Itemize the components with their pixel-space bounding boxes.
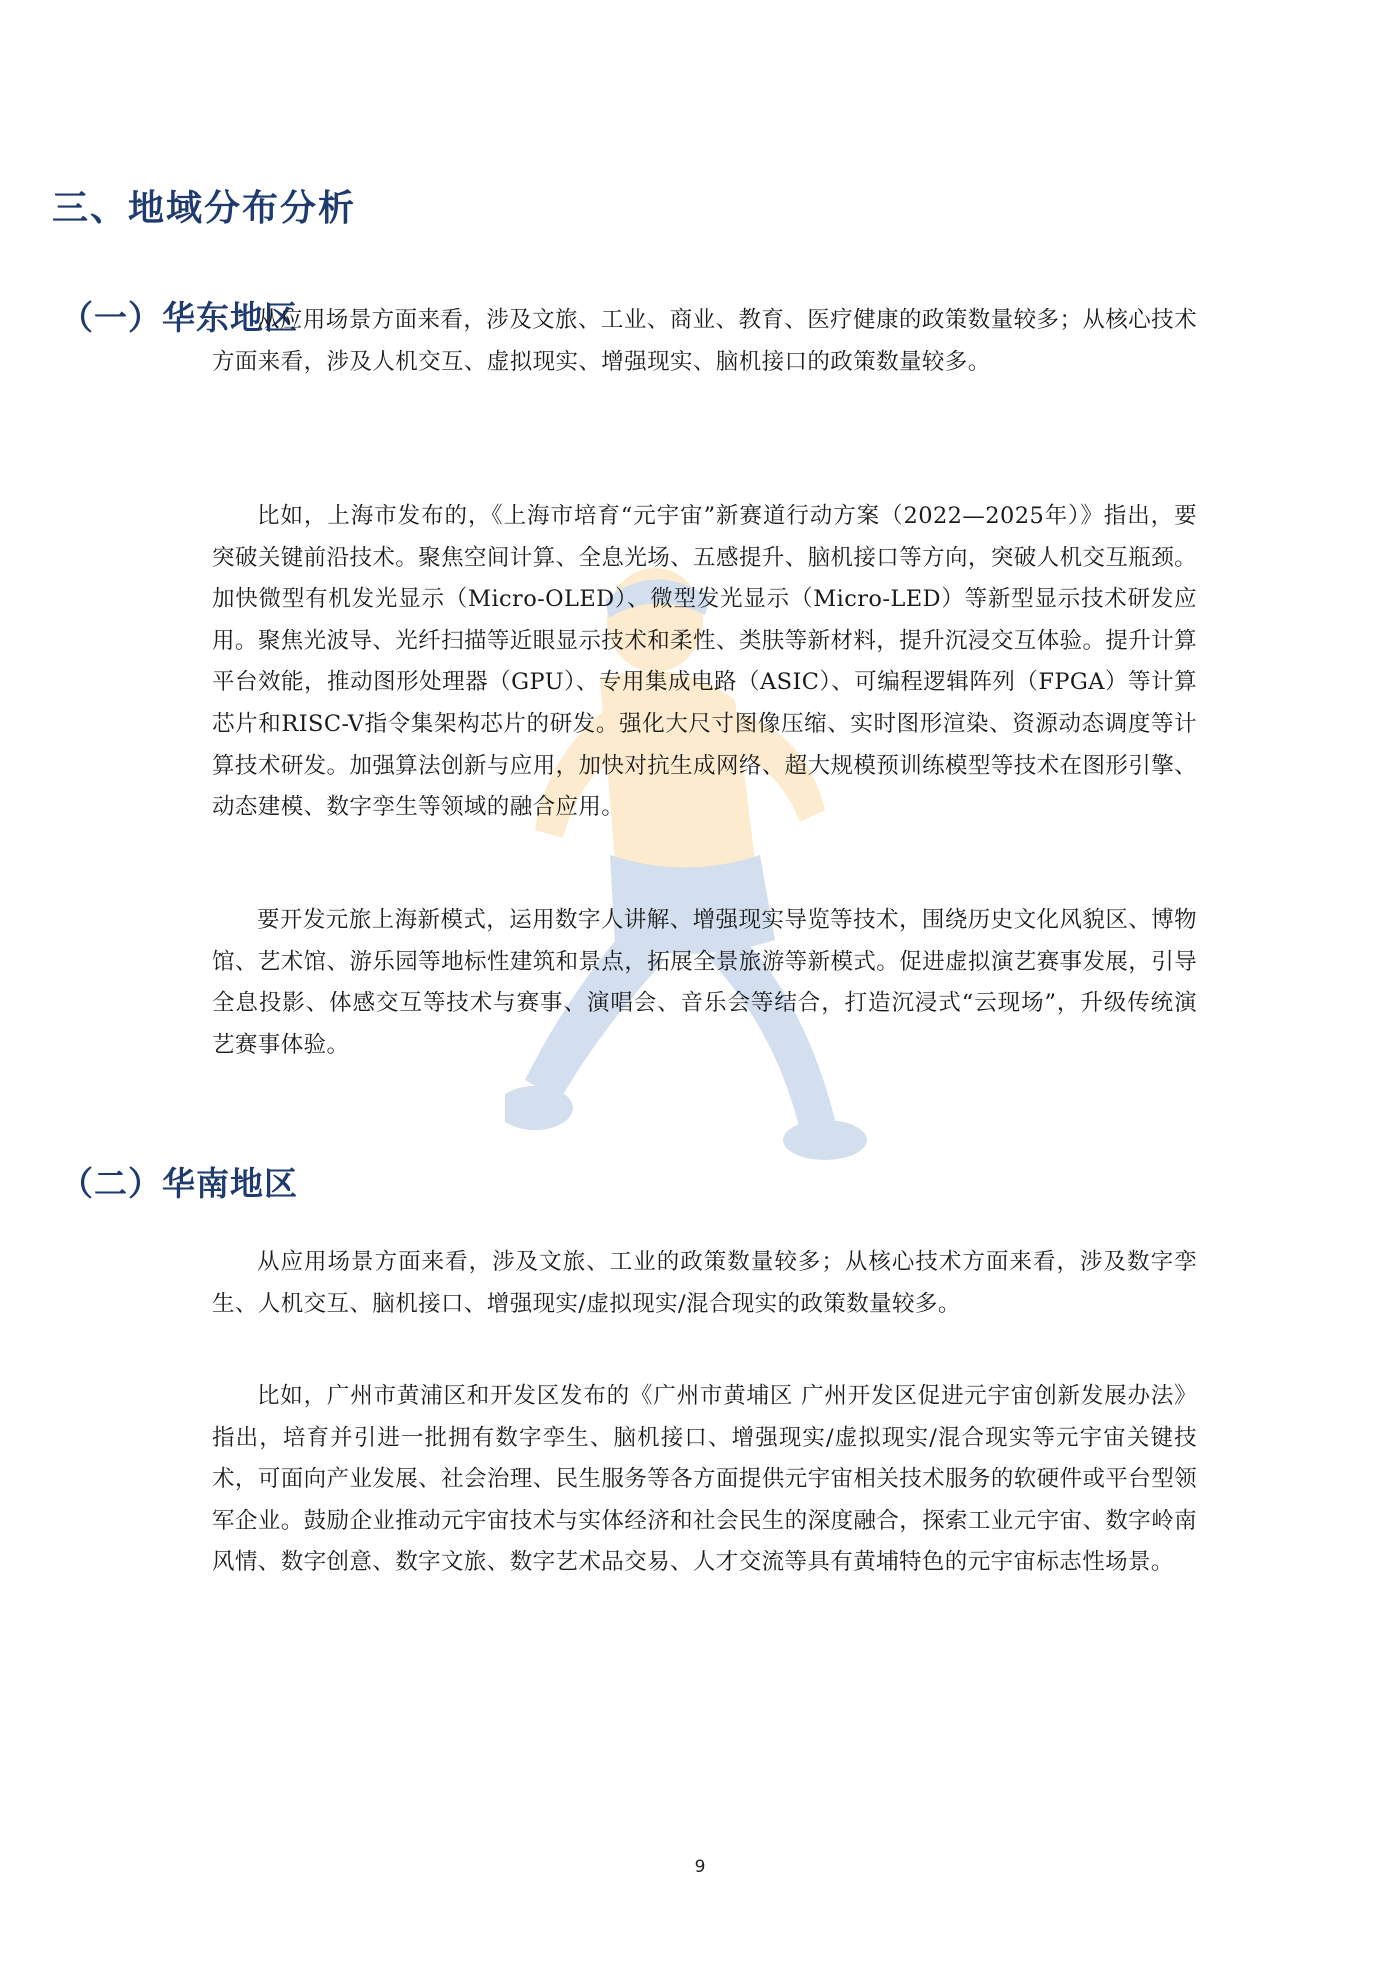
- paragraph: 比如，广州市黄浦区和开发区发布的《广州市黄埔区 广州开发区促进元宇宙创新发展办法》指出，培育并引进一批拥有数字孪生、脑机接口、增强现实/虚拟现实/混合现实等元宇宙关键技术，可面向产业发展、社会治理、民生服务等各方面提供元宇宙相关技术服务的软硬件或平台型领军企业。鼓励企业推动元宇宙技术与实体经济和社会民生的深度融合，探索工业元宇宙、数字岭南风情、数字创意、数字文旅、数字艺术品交易、人才交流等具有黄埔特色的元宇宙标志性场景。: [212, 1383, 1197, 1576]
- paragraph: 比如，上海市发布的，《上海市培育“元宇宙”新赛道行动方案（2022—2025年）》指出，要突破关键前沿技术。聚焦空间计算、全息光场、五感提升、脑机接口等方向，突破人机交互瓶颈。加快微型有机发光显示（Micro-OLED）、微型发光显示（Micro-LED）等新型显示技术研发应用。聚焦光波导、光纤扫描等近眼显示技术和柔性、类肤等新材料，提升沉浸交互体验。提升计算平台效能，推动图形处理器（GPU）、专用集成电路（ASIC）、可编程逻辑阵列（FPGA）等计算芯片和RISC-V指令集架构芯片的研发。强化大尺寸图像压缩、实时图形渲染、资源动态调度等计算技术研发。加强算法创新与应用，加快对抗生成网络、超大规模预训练模型等技术在图形引擎、动态建模、数字孪生等领域的融合应用。: [212, 503, 1197, 821]
- page-title: 三、地域分布分析: [52, 188, 357, 229]
- paragraph: 要开发元旅上海新模式，运用数字人讲解、增强现实导览等技术，围绕历史文化风貌区、博物馆、艺术馆、游乐园等地标性建筑和景点，拓展全景旅游等新模式。促进虚拟演艺赛事发展，引导全息投影、体感交互等技术与赛事、演唱会、音乐会等结合，打造沉浸式“云现场”，升级传统演艺赛事体验。: [212, 907, 1197, 1058]
- paragraph: 从应用场景方面来看，涉及文旅、工业的政策数量较多；从核心技术方面来看，涉及数字孪生、人机交互、脑机接口、增强现实/虚拟现实/混合现实的政策数量较多。: [212, 1249, 1197, 1317]
- subsection-title-east: （一）华东地区: [60, 298, 298, 337]
- subsection-title-south: （二）华南地区: [60, 1164, 298, 1203]
- page-number: 9: [694, 1857, 706, 1877]
- paragraph: 从应用场景方面来看，涉及文旅、工业、商业、教育、医疗健康的政策数量较多；从核心技术方面来看，涉及人机交互、虚拟现实、增强现实、脑机接口的政策数量较多。: [212, 307, 1197, 375]
